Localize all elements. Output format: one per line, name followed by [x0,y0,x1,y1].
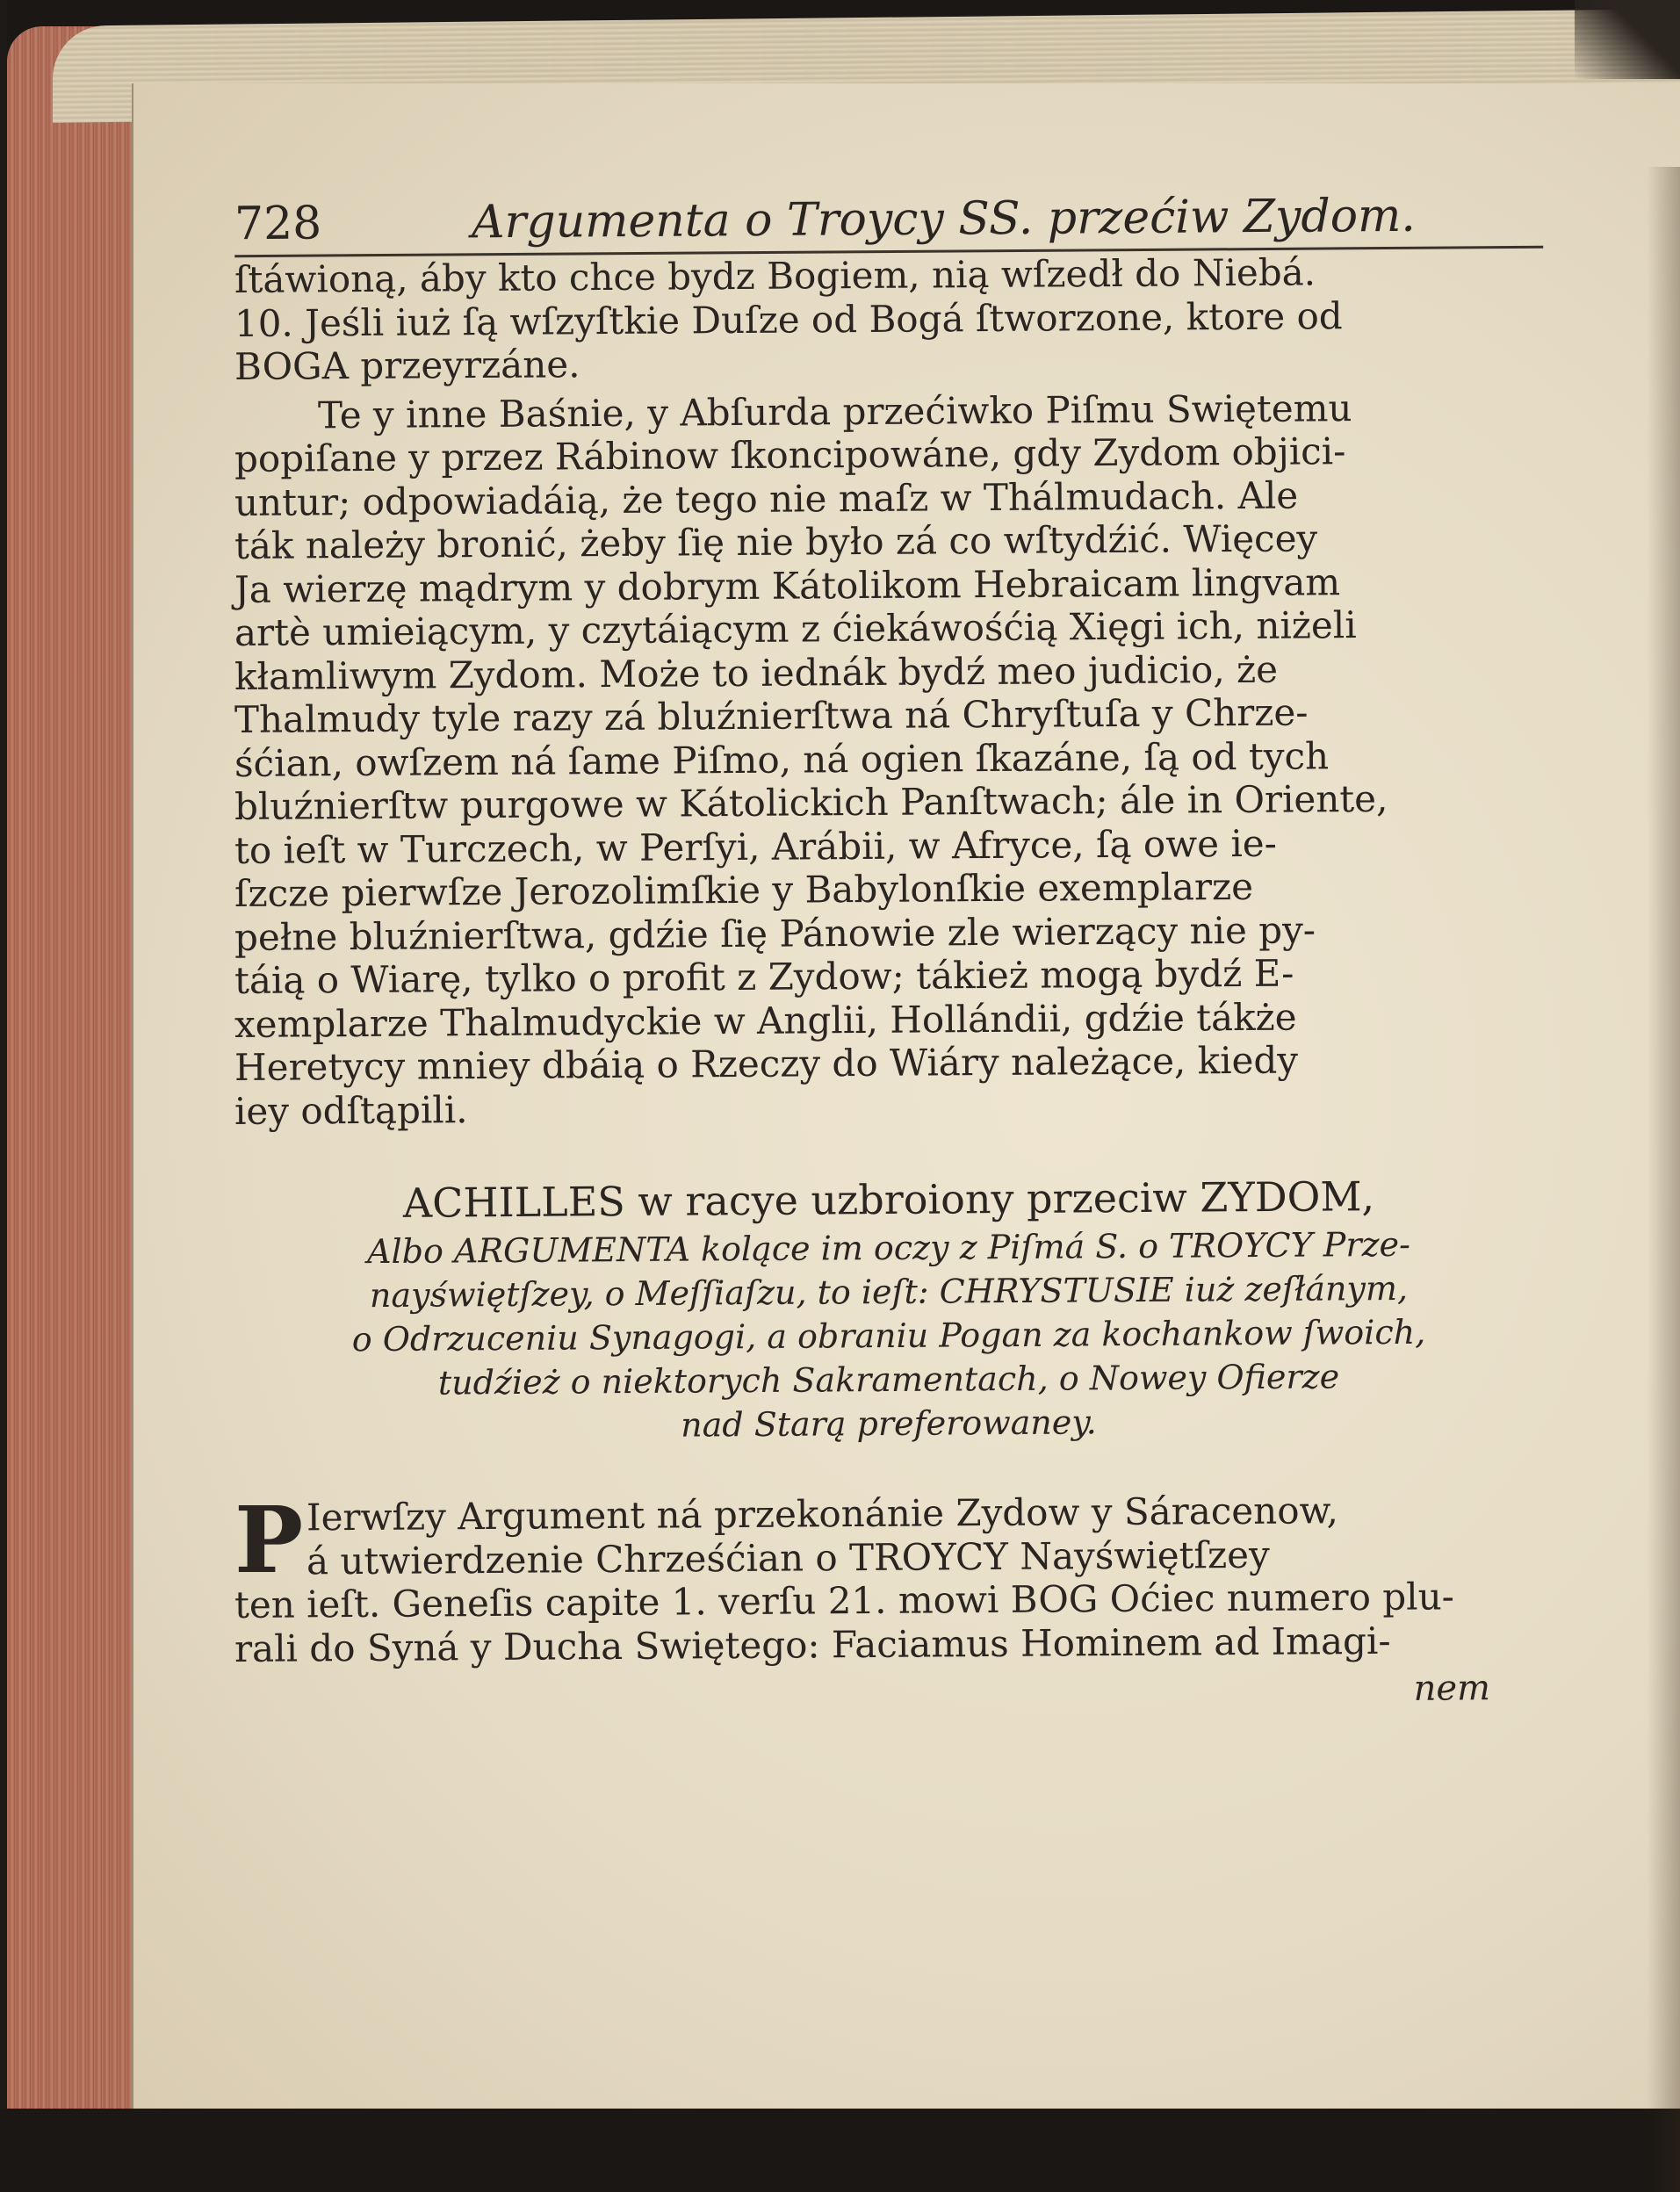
text-line: rali do Syná y Ducha Swiętego: Faciamus Hominem ad Imagi- [234,1619,1391,1670]
text-line: pełne bluźnierſtwa, gdźie ſię Pánowie zle wierzący nie py- [234,907,1316,959]
book-page [132,83,1680,2109]
section-heading [234,1173,1543,1446]
running-head-title: Argumenta o Troycy SS. przećiw Zydom. [471,189,1417,249]
text-line: untur; odpowiadáią, że tego nie maſz w Thálmudach. Ale [234,473,1299,524]
text-line: ſzcze pierwſze Jerozolimſkie y Babylonſkie exemplarze [234,864,1254,915]
heading-subtitle-line: Albo ARGUMENTA kolące im oczy z Piſmá S. o TROYCY Prze- [366,1224,1411,1272]
catchword: nem [1413,1668,1491,1709]
page-number: 728 [234,197,322,251]
page-fore-edge [7,26,139,2109]
text-line: kłamliwym Zydom. Może to iednák bydź meo judicio, że [234,647,1279,698]
text-line: Te y inne Baśnie, y Abſurda przećiwko Piſmu Swiętemu [317,386,1352,436]
text-line: Thalmudy tyle razy zá bluźnierſtwa ná Chryſtuſa y Chrze- [234,690,1309,741]
text-line: BOGA przeyrzáne. [234,342,580,388]
text-line: artè umieiącym, y czytáiącym z ćiekáwośćią Xięgi ich, niżeli [234,603,1357,654]
text-line: ten ieſt. Geneſis capite 1. verſu 21. mowi BOG Oćiec numero plu- [234,1575,1455,1626]
background-corner [1575,0,1680,79]
spine-shadow [1647,167,1680,2192]
text-line: ták należy bronić, żeby ſię nie było zá co wſtydźić. Więcey [234,516,1318,567]
paragraph-3 [234,1486,1543,1714]
text-line: Ierwſzy Argument ná przekonánie Zydow y Sáracenow, [306,1489,1338,1539]
text-line: xemplarze Thalmudyckie w Anglii, Hollándii, gdźie tákże [234,995,1297,1046]
heading-subtitle-line: nayświętſzey, o Meſſiaſzu, to ieſt: CHRYSTUSIE iuż zeſłánym, [369,1268,1409,1316]
heading-subtitle-line: nad Starą preferowaney. [681,1402,1097,1445]
text-line: 10. Jeśli iuż ſą wſzyſtkie Duſze od Bogá ſtworzone, ktore od [234,293,1343,345]
text-line: ſtáwioną, áby kto chce bydz Bogiem, nią wſzedł do Niebá. [234,250,1316,301]
heading-subtitle-line: tudźież o niektorych Sakramentach, o Nowey Ofierze [437,1357,1340,1402]
drop-cap: P [234,1486,304,1594]
text-line: bluźnierſtw purgowe w Kátolickich Panſtwach; ále in Oriente, [234,776,1388,828]
heading-main: ACHILLES w racye uzbroiony przeciw ZYDOM, [402,1172,1375,1227]
text-line: popiſane y przez Rábinow ſkoncipowáne, gdy Zydom objici- [234,429,1346,480]
text-line: iey odſtąpili. [234,1087,468,1133]
text-line: to ieſt w Turczech, w Perſyi, Arábii, w Afryce, ſą owe ie- [234,821,1278,872]
text-line: Heretycy mniey dbáią o Rzeczy do Wiáry należące, kiedy [234,1038,1299,1089]
heading-subtitle-line: o Odrzuceniu Synagogi, a obraniu Pogan za kochankow ſwoich, [351,1312,1426,1359]
text-line: Ja wierzę mądrym y dobrym Kátolikom Hebraicam lingvam [234,559,1341,611]
text-line: á utwierdzenie Chrześćian o TROYCY Nayświętſzey [306,1532,1270,1583]
page-text [234,189,1543,1714]
running-head [234,184,1543,257]
paragraph-2 [234,386,1543,1134]
text-line: śćian, owſzem ná ſame Piſmo, ná ogien ſkazáne, ſą od tych [234,733,1330,785]
text-line: táią o Wiarę, tylko o profit z Zydow; tákież mogą bydź E- [234,951,1294,1002]
paragraph-1 [234,250,1543,389]
